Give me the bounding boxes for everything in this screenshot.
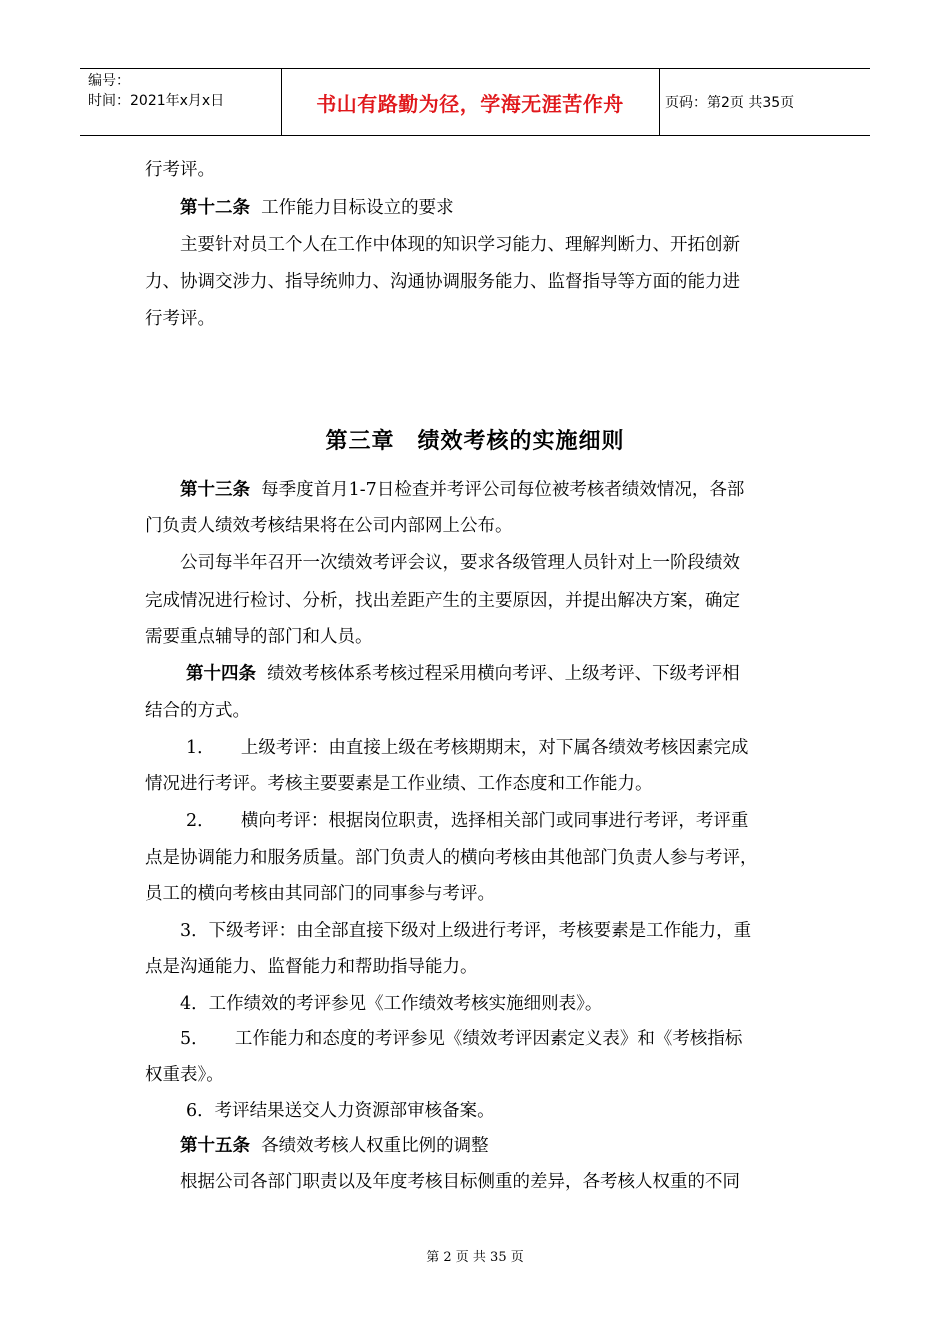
header-motto-cell xyxy=(281,69,660,135)
body-line: 情况进行考评。考核主要要素是工作业绩、工作态度和工作能力。 xyxy=(145,774,653,794)
body-line: 需要重点辅导的部门和人员。 xyxy=(145,627,373,647)
article-13-text: 每季度首月1-7日检查并考评公司每位被考核者绩效情况，各部 xyxy=(261,480,745,500)
article-15-title: 第十五条 xyxy=(180,1136,250,1156)
article-13-title: 第十三条 xyxy=(180,480,250,500)
article-13-heading xyxy=(180,478,744,502)
list-item: 5． 工作能力和态度的考评参见《绩效考评因素定义表》和《考核指标 xyxy=(180,1029,743,1049)
body-line: 根据公司各部门职责以及年度考核目标侧重的差异，各考核人权重的不同 xyxy=(180,1172,740,1192)
body-line: 结合的方式。 xyxy=(145,701,250,721)
article-12-heading xyxy=(180,196,454,220)
article-14-heading xyxy=(186,662,740,686)
article-15-text: 各绩效考核人权重比例的调整 xyxy=(261,1136,489,1156)
body-line: 公司每半年召开一次绩效考评会议，要求各级管理人员针对上一阶段绩效 xyxy=(180,553,740,573)
body-line: 行考评。 xyxy=(145,160,215,180)
body-line: 点是沟通能力、监督能力和帮助指导能力。 xyxy=(145,957,478,977)
header-page-cell xyxy=(659,69,869,135)
list-item: 1． 上级考评：由直接上级在考核期期末，对下属各绩效考核因素完成 xyxy=(186,738,749,758)
body-line: 点是协调能力和服务质量。部门负责人的横向考核由其他部门负责人参与考评， xyxy=(145,848,758,868)
body-line: 主要针对员工个人在工作中体现的知识学习能力、理解判断力、开拓创新 xyxy=(180,235,740,255)
header-page-info: 页码：第2页 共35页 xyxy=(665,95,795,111)
article-15-heading xyxy=(180,1134,489,1158)
body-line: 行考评。 xyxy=(145,309,215,329)
document-date-label: 时间：2021年x月x日 xyxy=(88,93,225,109)
body-line: 员工的横向考核由其同部门的同事参与考评。 xyxy=(145,884,495,904)
list-item: 3．下级考评：由全部直接下级对上级进行考评，考核要素是工作能力，重 xyxy=(180,921,752,941)
chapter-title: 第三章 绩效考核的实施细则 xyxy=(325,429,625,454)
header-motto: 书山有路勤为径，学海无涯苦作舟 xyxy=(316,91,624,116)
body-line: 完成情况进行检讨、分析，找出差距产生的主要原因，并提出解决方案，确定 xyxy=(145,591,740,611)
page-footer: 第 2 页 共 35 页 xyxy=(426,1250,524,1265)
article-12-title: 第十二条 xyxy=(180,198,250,218)
body-line: 权重表》。 xyxy=(145,1065,224,1085)
list-item: 4．工作绩效的考评参见《工作绩效考核实施细则表》。 xyxy=(180,994,603,1014)
document-header xyxy=(80,68,870,136)
article-14-text: 绩效考核体系考核过程采用横向考评、上级考评、下级考评相 xyxy=(267,664,740,684)
document-number-label: 编号： xyxy=(88,73,130,89)
body-line: 力、协调交涉力、指导统帅力、沟通协调服务能力、监督指导等方面的能力进 xyxy=(145,272,740,292)
list-item: 2． 横向考评：根据岗位职责，选择相关部门或同事进行考评，考评重 xyxy=(186,811,749,831)
body-line: 门负责人绩效考核结果将在公司内部网上公布。 xyxy=(145,516,513,536)
article-14-title: 第十四条 xyxy=(186,664,256,684)
header-meta-cell xyxy=(80,69,282,135)
article-12-text: 工作能力目标设立的要求 xyxy=(261,198,454,218)
list-item: 6．考评结果送交人力资源部审核备案。 xyxy=(186,1101,495,1121)
